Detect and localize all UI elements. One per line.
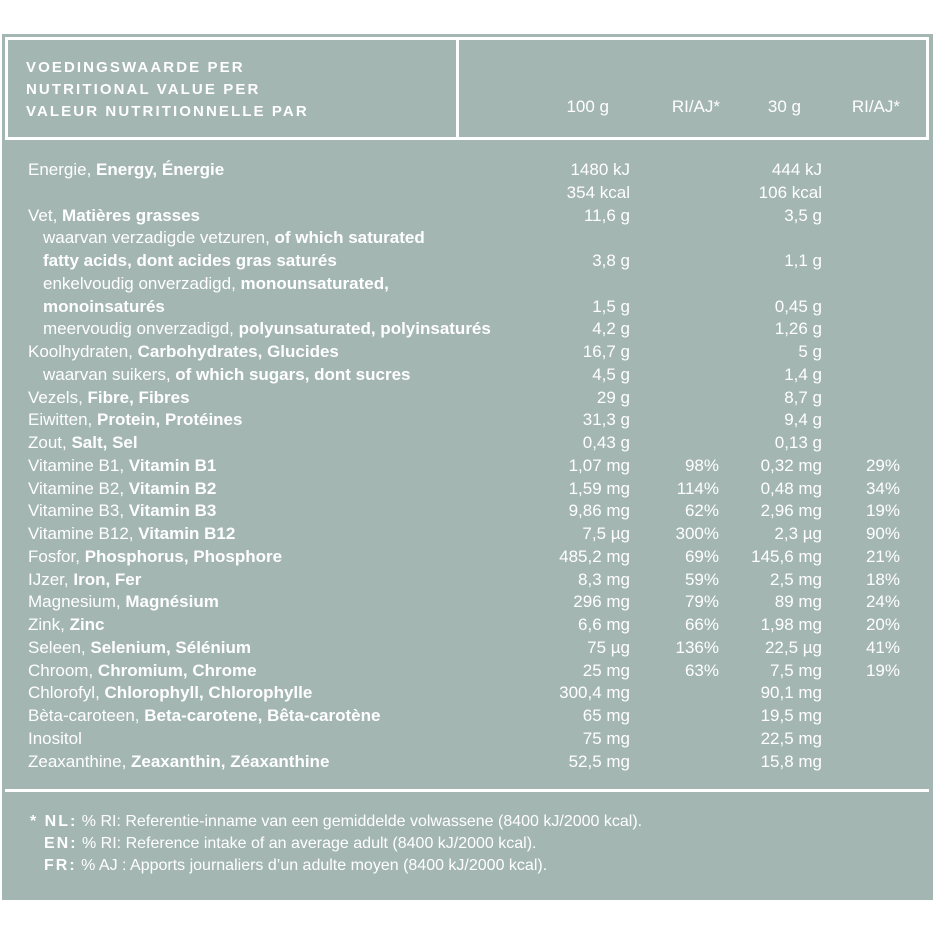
ri-percent-100g: 59% <box>684 569 719 589</box>
value-per-30g: 145,6 mg <box>751 546 822 566</box>
nutrient-label-en-fr: Vitamin B12 <box>138 524 236 543</box>
nutrient-row <box>0 727 933 750</box>
nutrient-label-en-fr: Salt, Sel <box>71 433 138 452</box>
value-per-30g: 90,1 mg <box>760 683 822 703</box>
nutrient-label-en-fr: of which saturated <box>274 228 425 248</box>
nutrient-label-nl: Zeaxanthine, <box>28 751 132 771</box>
ri-percent-100g: 63% <box>684 660 719 680</box>
value-per-30g: 2,3 µg <box>774 524 822 543</box>
ri-percent-100g: 66% <box>684 615 719 634</box>
value-per-30g: 1,1 g <box>784 251 822 270</box>
nutrient-label-nl: Zout, <box>28 433 72 452</box>
table-heading <box>26 57 309 123</box>
ri-percent-30g: 24% <box>865 592 900 612</box>
value-per-30g: 1,4 g <box>784 364 822 384</box>
nutrient-row <box>0 204 933 227</box>
value-per-100g: 9,86 mg <box>568 501 630 521</box>
ri-percent-30g: 19% <box>865 501 900 521</box>
nutrient-row <box>0 659 933 682</box>
nutrient-label <box>28 681 312 704</box>
ri-percent-30g: 90% <box>865 524 900 543</box>
nutrient-row <box>0 386 933 409</box>
column-header-ri-100g: RI/AJ* <box>671 97 720 116</box>
value-per-30g: 15,8 mg <box>760 751 822 771</box>
nutrient-label <box>28 750 329 773</box>
value-per-100g: 29 g <box>596 387 630 407</box>
value-per-100g: 75 mg <box>582 728 630 748</box>
nutrient-row <box>0 181 933 204</box>
nutrient-label-nl: Fosfor, <box>28 546 85 566</box>
nutrient-label-en-fr: Beta-carotene, Bêta-carotène <box>144 706 381 725</box>
nutrient-label-en-fr: monounsaturated, <box>240 273 389 293</box>
value-per-30g: 0,32 mg <box>760 455 822 475</box>
nutrient-label <box>43 272 389 295</box>
nutrient-label <box>28 704 380 727</box>
nutrient-label <box>28 613 105 636</box>
nutrient-label <box>43 363 411 386</box>
nutrient-row <box>0 454 933 477</box>
nutrient-label <box>28 431 138 454</box>
nutrient-label-en-fr: Energy, Énergie <box>96 160 225 179</box>
value-per-100g: 25 mg <box>582 660 630 680</box>
nutrient-label <box>28 590 219 613</box>
value-per-30g: 0,13 g <box>774 433 822 452</box>
outer-border-left <box>5 37 8 140</box>
nutrient-label-en-fr: polyunsaturated, polyinsaturés <box>238 319 491 339</box>
value-per-30g: 2,96 mg <box>760 501 822 521</box>
nutrient-label-nl: Vezels, <box>28 387 88 407</box>
nutrient-label <box>28 477 216 500</box>
header-bottom-rule <box>5 137 929 140</box>
nutrient-label-nl: Magnesium, <box>28 592 126 612</box>
nutrient-label <box>28 568 141 591</box>
value-per-100g: 485,2 mg <box>559 546 630 566</box>
value-per-30g: 106 kcal <box>758 182 822 202</box>
nutrient-label <box>28 386 190 409</box>
value-per-30g: 0,45 g <box>774 296 822 316</box>
nutrient-label-en-fr: Vitamin B2 <box>128 478 217 498</box>
nutrient-label-en-fr: fatty acids, dont acides gras saturés <box>43 251 337 270</box>
value-per-100g: 16,7 g <box>582 342 630 361</box>
nutrient-row <box>0 522 933 545</box>
nutrient-label-en-fr: Carbohydrates, Glucides <box>137 342 339 361</box>
outer-border-right <box>926 37 929 140</box>
nutrient-label-nl: Koolhydraten, <box>28 342 138 361</box>
value-per-30g: 5 g <box>798 342 822 361</box>
value-per-100g: 296 mg <box>573 592 630 612</box>
nutrient-label <box>28 158 224 181</box>
nutrient-label-nl: Chlorofyl, <box>28 683 105 703</box>
nutrient-row <box>0 613 933 636</box>
nutrient-label <box>28 204 200 227</box>
value-per-100g: 354 kcal <box>566 182 630 202</box>
nutrient-label-nl: Vet, <box>28 205 63 225</box>
value-per-100g: 52,5 mg <box>568 751 630 771</box>
ri-percent-30g: 21% <box>865 546 900 566</box>
outer-border-top <box>5 37 929 40</box>
nutrient-label-nl: waarvan verzadigde vetzuren, <box>43 228 275 248</box>
nutrient-label-en-fr: Matières grasses <box>62 205 201 225</box>
footnote-fr: FR: % AJ : Apports journaliers d’un adulte moyen (8400 kJ/2000 kcal). <box>44 857 548 874</box>
nutrient-row <box>0 704 933 727</box>
nutrient-row <box>0 408 933 431</box>
nutrient-label-en-fr: Zinc <box>69 615 105 634</box>
value-per-100g: 1480 kJ <box>570 160 630 179</box>
ri-percent-30g: 34% <box>865 478 900 498</box>
nutrient-row <box>0 568 933 591</box>
column-header-30g: 30 g <box>767 97 801 116</box>
nutrient-row <box>0 272 933 295</box>
nutrient-label-en-fr: Magnésium <box>125 592 219 612</box>
heading-nl: VOEDINGSWAARDE PER <box>26 59 245 76</box>
value-per-100g: 300,4 mg <box>559 683 630 703</box>
footnote-en: EN: % RI: Reference intake of an average adult (8400 kJ/2000 kcal). <box>44 835 537 852</box>
value-per-30g: 9,4 g <box>784 410 822 430</box>
nutrient-label-en-fr: Chlorophyll, Chlorophylle <box>104 683 313 703</box>
value-per-30g: 1,26 g <box>774 319 822 339</box>
nutrient-label-en-fr: Vitamin B1 <box>128 455 217 475</box>
value-per-30g: 7,5 mg <box>770 660 822 680</box>
value-per-100g: 75 µg <box>587 637 630 657</box>
ri-percent-100g: 79% <box>684 592 719 612</box>
ri-percent-100g: 300% <box>675 524 719 543</box>
nutrient-label-nl: IJzer, <box>28 569 74 589</box>
nutrient-label <box>28 340 339 363</box>
value-per-100g: 11,6 g <box>583 205 630 225</box>
value-per-30g: 1,98 mg <box>760 615 822 634</box>
nutrient-label <box>28 727 82 750</box>
nutrient-label-en-fr: Fibre, Fibres <box>87 387 190 407</box>
heading-fr: VALEUR NUTRITIONNELLE PAR <box>26 103 309 120</box>
value-per-100g: 1,5 g <box>592 296 630 316</box>
ri-percent-30g: 29% <box>865 455 900 475</box>
nutrient-label-nl: enkelvoudig onverzadigd, <box>43 273 241 293</box>
value-per-100g: 6,6 mg <box>578 615 630 634</box>
value-per-30g: 0,48 mg <box>760 478 822 498</box>
footnote-nl: * NL: % RI: Referentie-inname van een gemiddelde volwassene (8400 kJ/2000 kcal). <box>30 813 643 830</box>
column-header-ri-30g: RI/AJ* <box>851 97 900 116</box>
nutrient-label-en-fr: Protein, Protéines <box>96 410 243 430</box>
value-per-30g: 22,5 µg <box>764 637 822 657</box>
value-per-30g: 3,5 g <box>784 205 822 225</box>
value-per-100g: 8,3 mg <box>578 569 630 589</box>
value-per-100g: 1,59 mg <box>568 478 630 498</box>
nutrient-label-nl: meervoudig onverzadigd, <box>43 319 239 339</box>
nutrient-row <box>0 681 933 704</box>
nutrient-label <box>43 295 165 318</box>
ri-percent-30g: 19% <box>865 660 900 680</box>
heading-en: NUTRITIONAL VALUE PER <box>26 81 261 98</box>
value-per-30g: 19,5 mg <box>760 706 822 725</box>
nutrient-label <box>28 499 216 522</box>
nutrient-row <box>0 295 933 318</box>
nutrient-row <box>0 363 933 386</box>
nutrient-label-nl: Inositol <box>28 728 82 748</box>
value-per-30g: 444 kJ <box>771 160 822 179</box>
nutrient-row <box>0 431 933 454</box>
nutrient-label <box>28 659 257 682</box>
nutrient-row <box>0 158 933 181</box>
nutrient-label-en-fr: Phosphorus, Phosphore <box>84 546 283 566</box>
nutrient-label-nl: Bèta-caroteen, <box>28 706 145 725</box>
ri-percent-100g: 62% <box>684 501 719 521</box>
nutrient-label-nl: Seleen, <box>28 637 91 657</box>
ri-percent-100g: 98% <box>684 455 719 475</box>
nutrient-label-en-fr: of which sugars, dont sucres <box>175 364 411 384</box>
nutrient-label-nl: Vitamine B2, <box>28 478 129 498</box>
ri-percent-100g: 136% <box>675 637 719 657</box>
nutrient-label-nl: Chroom, <box>28 660 98 680</box>
value-per-100g: 3,8 g <box>592 251 630 270</box>
nutrient-label <box>28 408 242 431</box>
nutrient-row <box>0 477 933 500</box>
nutrient-label <box>28 545 282 568</box>
nutrient-label <box>43 249 337 272</box>
nutrient-row <box>0 249 933 272</box>
ri-percent-100g: 114% <box>676 478 719 498</box>
nutrient-label-nl: Vitamine B3, <box>28 501 129 521</box>
nutrient-label <box>28 454 216 477</box>
nutrient-label-nl: waarvan suikers, <box>43 364 176 384</box>
nutrient-row <box>0 226 933 249</box>
nutrient-label-en-fr: monoinsaturés <box>43 296 165 316</box>
value-per-30g: 8,7 g <box>784 387 822 407</box>
nutrient-row <box>0 636 933 659</box>
nutrient-label <box>43 317 491 340</box>
value-per-100g: 4,2 g <box>592 319 630 339</box>
nutrient-row <box>0 340 933 363</box>
nutrient-label-nl: Vitamine B12, <box>28 524 139 543</box>
nutrient-row <box>0 750 933 773</box>
value-per-30g: 2,5 mg <box>770 569 822 589</box>
value-per-100g: 1,07 mg <box>568 455 630 475</box>
nutrient-row <box>0 499 933 522</box>
value-per-30g: 22,5 mg <box>760 728 822 748</box>
nutrient-label <box>43 226 425 249</box>
nutrient-label-nl: Vitamine B1, <box>28 455 129 475</box>
value-per-100g: 4,5 g <box>592 364 630 384</box>
ri-percent-30g: 20% <box>865 615 900 634</box>
value-per-30g: 89 mg <box>774 592 822 612</box>
nutrient-row <box>0 545 933 568</box>
nutrient-row <box>0 317 933 340</box>
column-header-100g: 100 g <box>566 97 609 116</box>
nutrient-label-en-fr: Iron, Fer <box>73 569 142 589</box>
nutrient-label-en-fr: Vitamin B3 <box>128 501 217 521</box>
value-per-100g: 7,5 µg <box>582 524 630 543</box>
ri-percent-30g: 18% <box>865 569 900 589</box>
nutrient-label <box>28 636 251 659</box>
header-column-divider <box>456 37 459 140</box>
ri-percent-100g: 69% <box>684 546 719 566</box>
body-bottom-rule <box>5 789 929 792</box>
nutrient-label-en-fr: Selenium, Sélénium <box>90 637 251 657</box>
nutrient-label <box>28 522 235 545</box>
nutrient-label-nl: Energie, <box>28 160 97 179</box>
value-per-100g: 65 mg <box>582 706 630 725</box>
nutrient-label-en-fr: Zeaxanthin, Zéaxanthine <box>131 751 330 771</box>
ri-percent-30g: 41% <box>865 637 900 657</box>
nutrient-label-nl: Eiwitten, <box>28 410 97 430</box>
value-per-100g: 31,3 g <box>582 410 630 430</box>
nutrient-label-en-fr: Chromium, Chrome <box>97 660 257 680</box>
nutrient-label-nl: Zink, <box>28 615 70 634</box>
value-per-100g: 0,43 g <box>582 433 630 452</box>
nutrient-row <box>0 590 933 613</box>
